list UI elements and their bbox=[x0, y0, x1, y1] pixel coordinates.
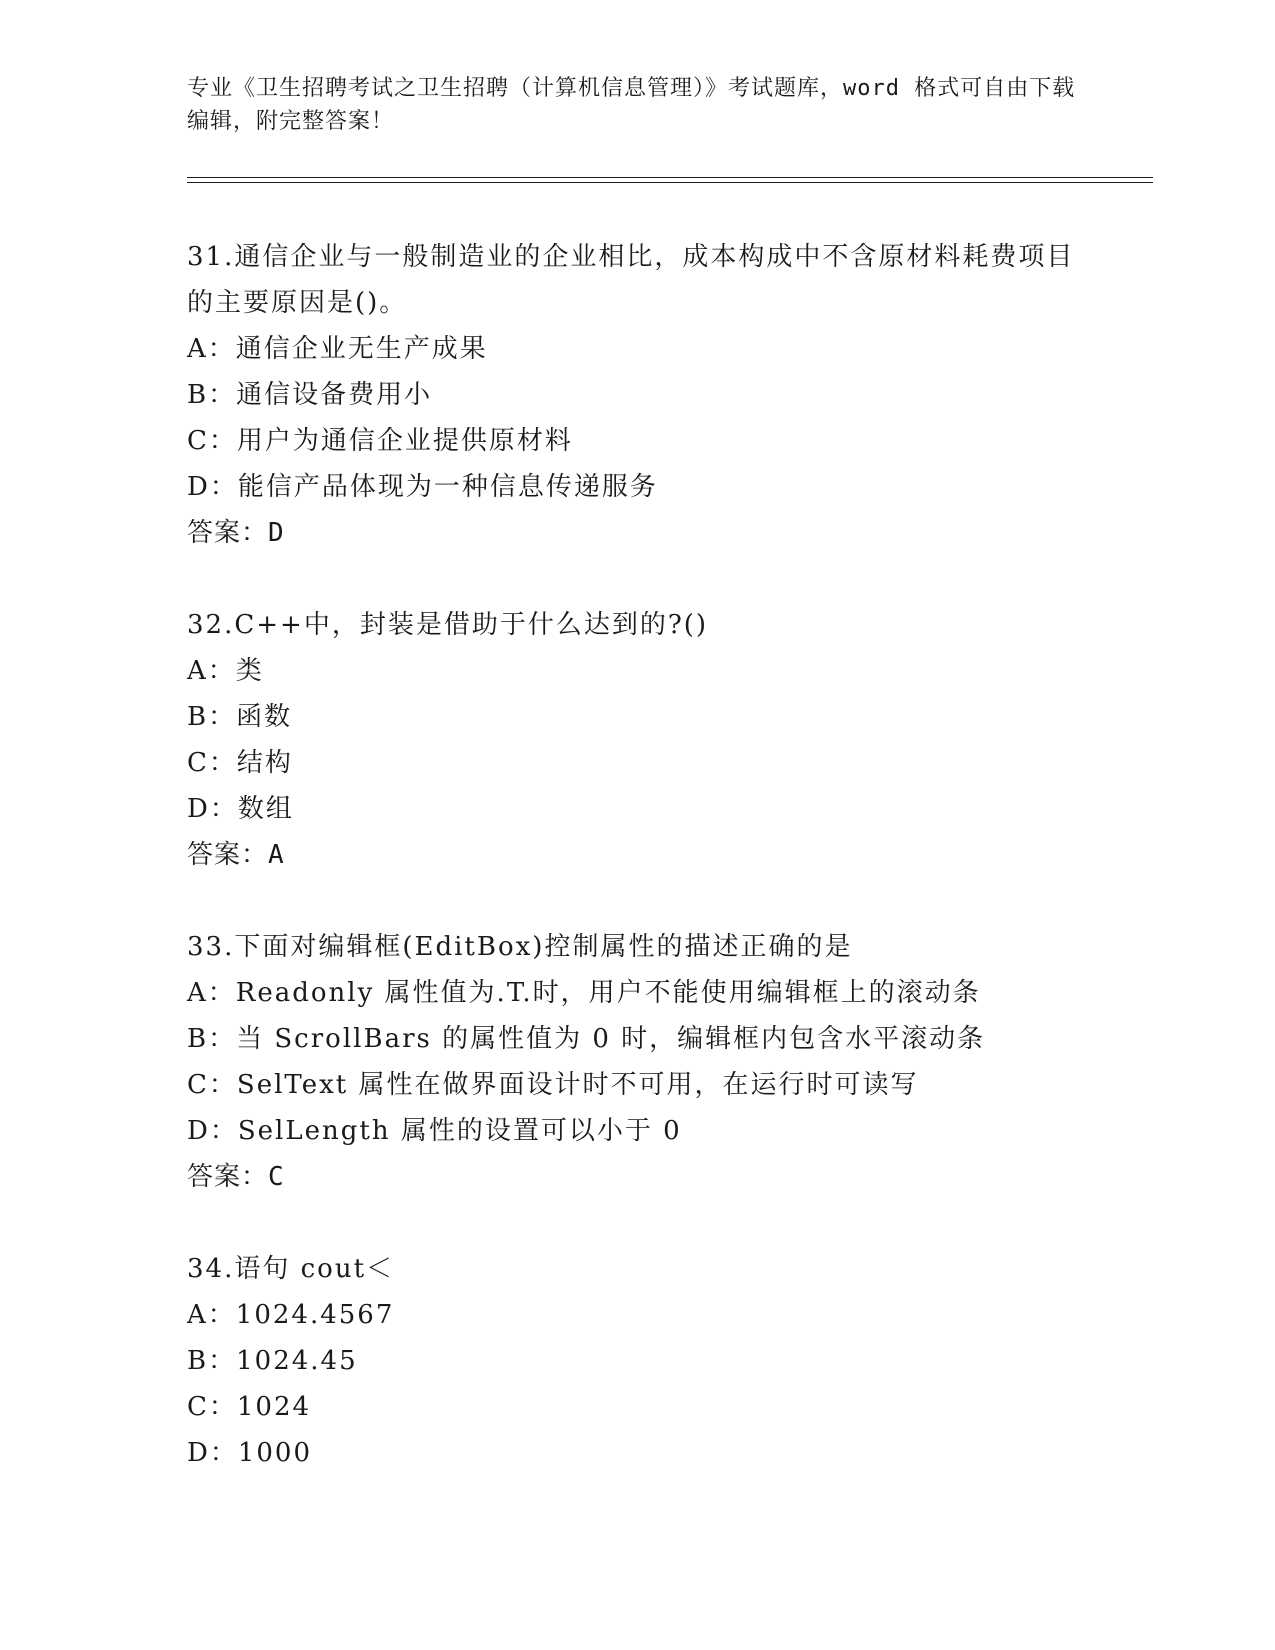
answer-label: 答案：D bbox=[187, 518, 285, 548]
answer-label: 答案：A bbox=[187, 840, 285, 870]
option-d: D：能信产品体现为一种信息传递服务 bbox=[187, 472, 658, 502]
header-divider-bottom bbox=[187, 182, 1153, 183]
option-d: D：数组 bbox=[187, 794, 294, 824]
option-b: B：函数 bbox=[187, 702, 293, 732]
question-stem: 34.语句 cout＜ bbox=[187, 1254, 395, 1284]
option-c: C：用户为通信企业提供原材料 bbox=[187, 426, 573, 456]
option-a: A：通信企业无生产成果 bbox=[187, 334, 488, 364]
option-a: A：类 bbox=[187, 656, 264, 686]
answer-label: 答案：C bbox=[187, 1162, 285, 1192]
header-divider-top bbox=[187, 177, 1153, 178]
option-b: B：1024.45 bbox=[187, 1346, 358, 1376]
question-list bbox=[187, 234, 1087, 1522]
question-stem: 31.通信企业与一般制造业的企业相比，成本构成中不含原材料耗费项目的主要原因是()。 bbox=[187, 242, 1075, 318]
option-c: C：结构 bbox=[187, 748, 293, 778]
question-31 bbox=[187, 234, 1087, 556]
option-a: A：1024.4567 bbox=[187, 1300, 395, 1330]
question-32 bbox=[187, 602, 1087, 878]
option-c: C：SelText 属性在做界面设计时不可用，在运行时可读写 bbox=[187, 1070, 919, 1100]
question-34 bbox=[187, 1246, 1087, 1476]
question-stem: 32.C++中，封装是借助于什么达到的?() bbox=[187, 610, 709, 640]
question-stem: 33.下面对编辑框(EditBox)控制属性的描述正确的是 bbox=[187, 932, 853, 962]
question-33 bbox=[187, 924, 1087, 1200]
document-intro: 专业《卫生招聘考试之卫生招聘（计算机信息管理）》考试题库，word 格式可自由下载编辑，附完整答案！ bbox=[187, 76, 1076, 134]
option-d: D：1000 bbox=[187, 1438, 313, 1468]
option-c: C：1024 bbox=[187, 1392, 312, 1422]
option-a: A：Readonly 属性值为.T.时，用户不能使用编辑框上的滚动条 bbox=[187, 978, 981, 1008]
option-b: B：当 ScrollBars 的属性值为 0 时，编辑框内包含水平滚动条 bbox=[187, 1024, 986, 1054]
option-b: B：通信设备费用小 bbox=[187, 380, 433, 410]
option-d: D：SelLength 属性的设置可以小于 0 bbox=[187, 1116, 682, 1146]
